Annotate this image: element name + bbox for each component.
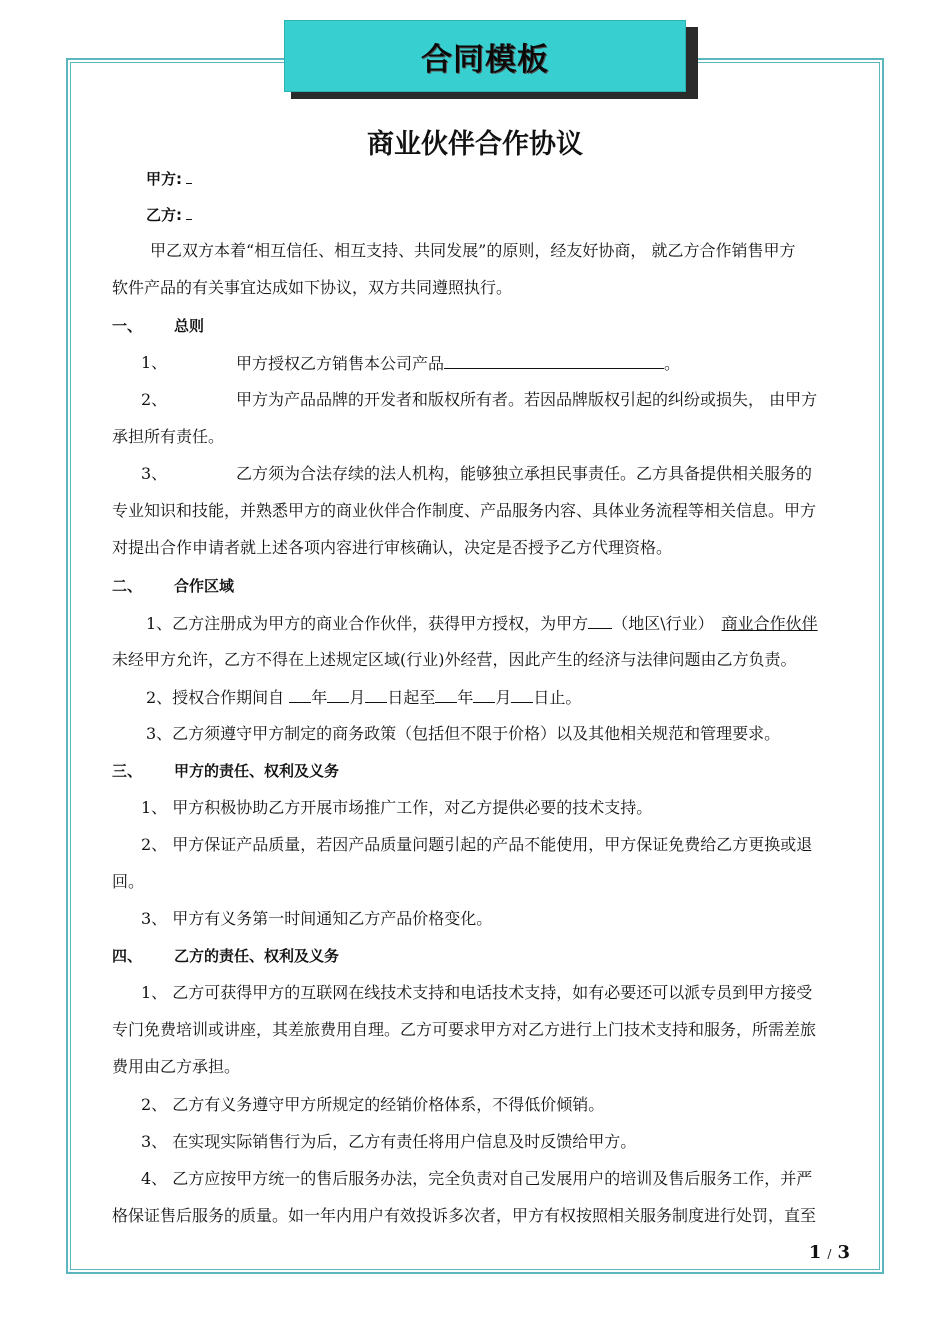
end-month-blank [473,686,495,703]
sec3-item-3: 3、 甲方有义务第一时间通知乙方产品价格变化。 [141,909,493,928]
sec2-item-3: 3、乙方须遵守甲方制定的商务政策（包括但不限于价格）以及其他相关规范和管理要求。 [146,724,781,743]
banner-title: 合同模板 [421,41,549,78]
section-1-number: 一、 [112,317,143,335]
section-2-title: 合作区域 [174,577,235,595]
sec2-item-1-line-1 [146,612,826,635]
sec3-item-2-line-2: 回。 [112,872,145,891]
intro-line-1: 甲乙双方本着“相互信任、相互支持、共同发展”的原则，经友好协商， 就乙方合作销售甲方 [150,241,796,260]
start-year-blank [289,686,311,703]
sec4-item-1-line-3: 费用由乙方承担。 [112,1057,241,1076]
sec1-item-2-number: 2、 [141,390,168,409]
sec2-item-1-text-c: 商业合作伙伴 [721,614,818,633]
section-3-number: 三、 [112,762,143,780]
sec4-item-1-line-1: 1、 乙方可获得甲方的互联网在线技术支持和电话技术支持，如有必要还可以派专员到甲方接受 [141,983,813,1002]
sec1-item-3-line-3: 对提出合作申请者就上述各项内容进行审核确认，决定是否授予乙方代理资格。 [112,538,673,557]
sec1-item-3-line-2: 专业知识和技能，并熟悉甲方的商业伙伴合作制度、产品服务内容、具体业务流程等相关信息。甲方 [112,501,817,520]
party-a-label: 甲方: [146,170,182,188]
sec2-item-1-text-a: 1、乙方注册成为甲方的商业合作伙伴，获得甲方授权，为甲方 [146,614,589,633]
sec1-item-1-number: 1、 [141,353,168,372]
sec4-item-1-line-2: 专门免费培训或讲座，其差旅费用自理。乙方可要求甲方对乙方进行上门技术支持和服务，所需差旅 [112,1020,817,1039]
sec1-item-1-end: 。 [664,354,681,373]
sec3-item-1: 1、 甲方积极协助乙方开展市场推广工作，对乙方提供必要的技术支持。 [141,798,653,817]
section-3-title: 甲方的责任、权利及义务 [174,762,340,780]
start-year-label: 年 [311,688,328,707]
sec1-item-3-number: 3、 [141,464,168,483]
end-month-label: 月 [495,688,512,707]
sec4-item-2: 2、 乙方有义务遵守甲方所规定的经销价格体系，不得低价倾销。 [141,1095,605,1114]
intro-line-2: 软件产品的有关事宜达成如下协议，双方共同遵照执行。 [112,278,513,297]
product-blank [444,352,664,369]
section-2-heading [112,575,234,597]
section-1-title: 总则 [174,317,205,335]
party-b-blank [186,205,192,220]
section-2-number: 二、 [112,577,143,595]
region-blank [588,612,612,629]
sec4-item-4-line-1: 4、 乙方应按甲方统一的售后服务办法，完全负责对自己发展用户的培训及售后服务工作，并严 [141,1169,813,1188]
sec2-item-1-text-b: （地区\行业） [612,614,714,633]
document-title: 商业伙伴合作协议 [367,129,583,160]
page-total: 3 [837,1242,850,1263]
section-4-title: 乙方的责任、权利及义务 [174,947,340,965]
page-number [809,1242,850,1263]
header-banner [284,20,686,92]
end-day-label: 日止。 [533,688,582,707]
page-current: 1 [808,1242,822,1263]
sec3-item-2-line-1: 2、 甲方保证产品质量，若因产品质量问题引起的产品不能使用，甲方保证免费给乙方更换或退 [141,835,813,854]
party-a-blank [186,169,192,184]
end-year-label: 年 [457,688,474,707]
start-month-label: 月 [349,688,366,707]
end-day-blank [511,686,533,703]
party-b-line [146,204,192,226]
sec2-item-2-text-a: 2、授权合作期间自 [146,688,285,707]
party-a-line [146,168,192,190]
party-b-label: 乙方: [146,206,182,224]
sec1-item-3-line-1: 乙方须为合法存续的法人机构，能够独立承担民事责任。乙方具备提供相关服务的 [236,464,813,483]
sec1-item-2-line-2: 承担所有责任。 [112,427,225,446]
sec2-item-2 [146,686,581,709]
end-year-blank [435,686,457,703]
start-day-blank [365,686,387,703]
page-separator: / [827,1247,832,1261]
start-day-label: 日起至 [387,688,436,707]
start-month-blank [327,686,349,703]
sec2-item-1-line-2: 未经甲方允许，乙方不得在上述规定区域(行业)外经营，因此产生的经济与法律问题由乙方负责。 [112,650,797,669]
sec4-item-3: 3、 在实现实际销售行为后，乙方有责任将用户信息及时反馈给甲方。 [141,1132,637,1151]
sec1-item-1-text: 甲方授权乙方销售本公司产品 [236,354,445,373]
sec1-item-2-line-1: 甲方为产品品牌的开发者和版权所有者。若因品牌版权引起的纠纷或损失， 由甲方 [236,390,818,409]
section-4-number: 四、 [112,947,143,965]
section-1-heading [112,315,204,337]
sec4-item-4-line-2: 格保证售后服务的质量。如一年内用户有效投诉多次者，甲方有权按照相关服务制度进行处罚，直至 [112,1206,817,1225]
section-4-heading [112,945,339,967]
sec1-item-1 [236,352,680,375]
section-3-heading [112,760,339,782]
